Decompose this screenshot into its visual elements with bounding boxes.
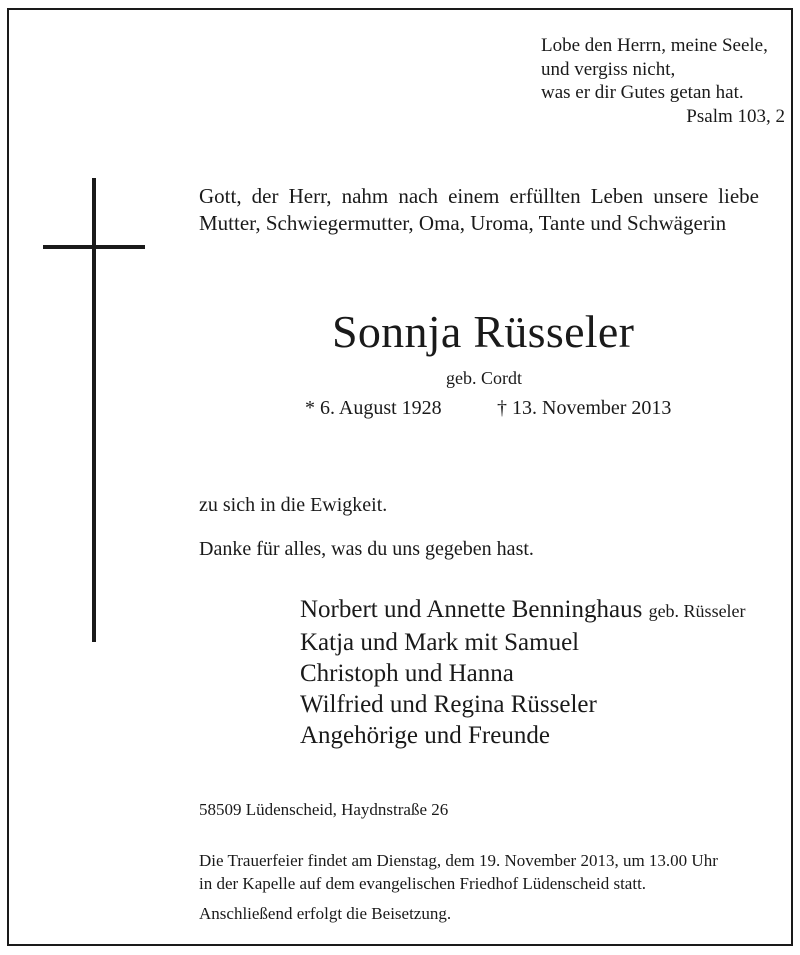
service-info [199, 849, 718, 895]
birth-date: * 6. August 1928 [305, 397, 442, 419]
verse-line: was er dir Gutes getan hat. [541, 82, 744, 103]
mourner-row: Katja und Mark mit Samuel [300, 629, 580, 656]
mourner-row: Christoph und Hanna [300, 660, 514, 687]
intro-line: Gott, der Herr, nahm nach einem erfüllten Leben unsere liebe [199, 184, 759, 208]
cross-horizontal-bar [43, 245, 145, 249]
burial-info: Anschließend erfolgt die Beisetzung. [199, 904, 452, 923]
mourner-row [300, 594, 746, 627]
family-address: 58509 Lüdenscheid, Haydnstraße 26 [199, 800, 449, 819]
psalm-verse [541, 34, 768, 105]
mourner-row: Wilfried und Regina Rüsseler [300, 691, 597, 718]
maiden-name: geb. Cordt [446, 368, 522, 388]
death-date: † 13. November 2013 [497, 397, 672, 419]
verse-line: und vergiss nicht, [541, 58, 676, 80]
intro-line: Mutter, Schwiegermutter, Oma, Uroma, Tante und Schwägerin [199, 211, 727, 235]
eternity-line: zu sich in die Ewigkeit. [199, 494, 388, 516]
verse-line: Lobe den Herrn, meine Seele, [541, 35, 768, 56]
thanks-line: Danke für alles, was du uns gegeben hast. [199, 538, 534, 560]
service-line: Die Trauerfeier findet am Dienstag, dem 19. November 2013, um 13.00 Uhr [199, 851, 718, 870]
service-line: in der Kapelle auf dem evangelischen Friedhof Lüdenscheid statt. [199, 874, 647, 893]
mourner-row: Angehörige und Freunde [300, 722, 550, 749]
mourner-name: Norbert und Annette Benninghaus [300, 596, 643, 623]
psalm-reference: Psalm 103, 2 [686, 106, 785, 127]
deceased-name: Sonnja Rüsseler [332, 306, 635, 357]
mourner-note: geb. Rüsseler [648, 601, 746, 621]
mourners-list [300, 594, 746, 751]
intro-text [199, 183, 759, 237]
